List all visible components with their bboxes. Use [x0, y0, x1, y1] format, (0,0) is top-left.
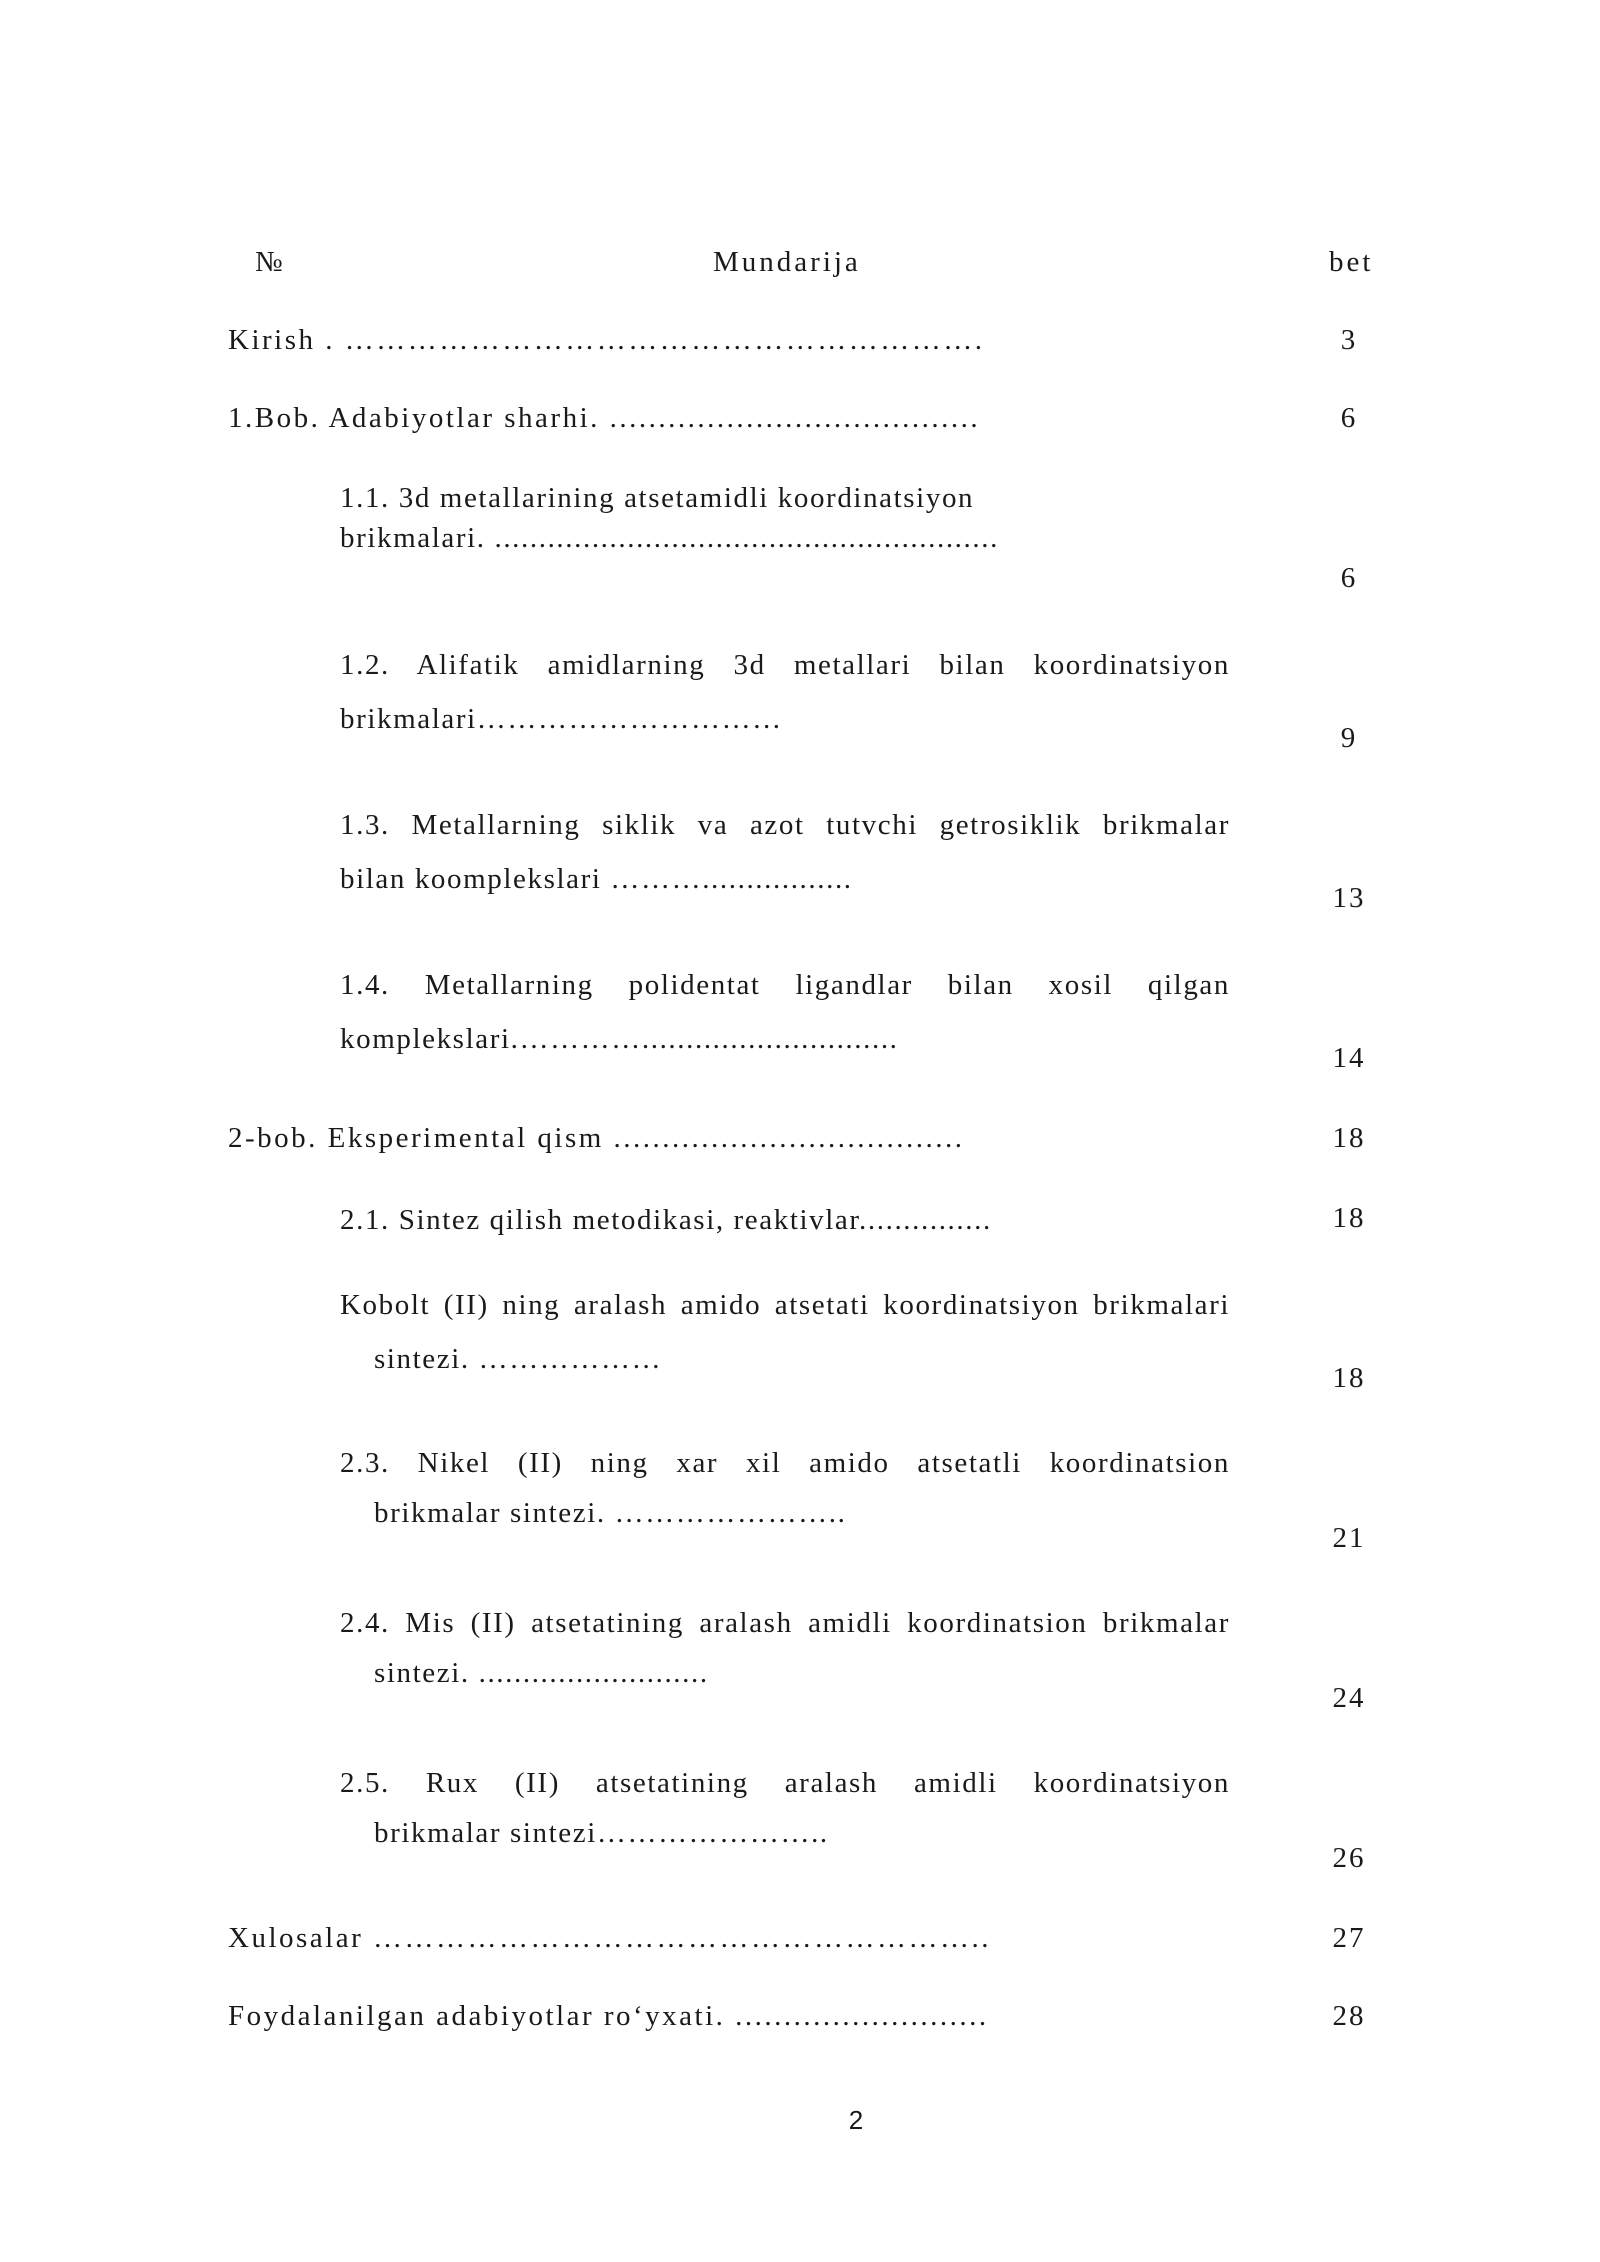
toc-entry-text: 2.5. Rux (II) atsetatining aralash amidli koordinatsiyon [340, 1767, 1230, 1799]
toc-entry-text: 1.3. Metallarning siklik va azot tutvchi getrosiklik brikmalar [340, 809, 1230, 841]
toc-entry-page: 9 [1340, 722, 1358, 754]
toc-entry-chapter-1 [228, 398, 980, 438]
toc-header-page: bet [1329, 246, 1374, 278]
toc-entry-text-continued: komplekslari.…………............................. [340, 1023, 899, 1055]
toc-entry-text: 1.Bob. Adabiyotlar sharhi. ...................................... [228, 402, 981, 434]
toc-entry-text: Kirish . ……………………………………………………. [228, 324, 985, 356]
toc-header-title: Mundarija [713, 246, 861, 278]
toc-entry-page: 3 [1340, 324, 1358, 356]
toc-entry-text: 1.1. 3d metallarining atsetamidli koordinatsiyon [340, 482, 975, 514]
toc-entry-text-continued: bilan koomplekslari ………................. [340, 863, 853, 895]
toc-entry-page: 18 [1332, 1122, 1366, 1154]
toc-entry-section-2-3 [340, 1438, 1230, 1538]
toc-entry-page: 18 [1332, 1362, 1366, 1394]
toc-entry-text: 2.3. Nikel (II) ning xar xil amido atsetatli koordinatsion [340, 1447, 1230, 1479]
toc-entry-page: 6 [1340, 402, 1358, 434]
toc-entry-page: 13 [1332, 882, 1366, 914]
toc-entry-text: 1.4. Metallarning polidentat ligandlar bilan xosil qilgan [340, 969, 1230, 1001]
toc-entry-chapter-2 [228, 1118, 965, 1158]
toc-entry-text: 2.1. Sintez qilish metodikasi, reaktivlar............... [340, 1204, 992, 1236]
toc-entry-page: 28 [1332, 2000, 1366, 2032]
toc-entry-text: Kobolt (II) ning aralash amido atsetati koordinatsiyon brikmalari [340, 1289, 1230, 1321]
toc-entry-section-cobalt [340, 1278, 1230, 1386]
toc-entry-page: 21 [1332, 1522, 1366, 1554]
toc-entry-text: Foydalanilgan adabiyotlar ro‘yxati. .......................... [228, 2000, 989, 2032]
toc-entry-page: 27 [1332, 1922, 1366, 1954]
toc-entry-text-continued: brikmalar sintezi………………….. [374, 1817, 829, 1849]
toc-entry-page: 18 [1332, 1202, 1366, 1234]
toc-entry-page: 14 [1332, 1042, 1366, 1074]
toc-entry-text-continued: brikmalar sintezi. ………………….. [374, 1497, 847, 1529]
toc-entry-section-1-1 [340, 478, 1230, 558]
toc-entry-conclusions [228, 1918, 991, 1958]
toc-entry-page: 26 [1332, 1842, 1366, 1874]
toc-entry-section-2-4 [340, 1598, 1230, 1698]
toc-entry-text: 2.4. Mis (II) atsetatining aralash amidli koordinatsion brikmalar [340, 1607, 1230, 1639]
toc-entry-section-1-4 [340, 958, 1230, 1066]
toc-entry-text: 2-bob. Eksperimental qism .................................... [228, 1122, 965, 1154]
toc-entry-section-1-3 [340, 798, 1230, 906]
toc-header-number: № [255, 246, 286, 278]
page-number: 2 [848, 2105, 864, 2135]
toc-entry-text-continued: brikmalari………………………… [340, 703, 783, 735]
toc-entry-text-continued: sintezi. .......................... [374, 1657, 709, 1689]
toc-entry-section-2-5 [340, 1758, 1230, 1858]
toc-entry-introduction [228, 320, 985, 360]
toc-entry-text-continued: sintezi. ……………… [374, 1343, 663, 1375]
toc-entry-text-continued: brikmalari. ......................................................... [340, 522, 999, 554]
toc-entry-text: Xulosalar ………………………………………………….. [228, 1922, 991, 1954]
toc-entry-section-1-2 [340, 638, 1230, 746]
toc-entry-section-2-1 [340, 1200, 992, 1240]
toc-entry-page: 6 [1340, 562, 1358, 594]
toc-entry-page: 24 [1332, 1682, 1366, 1714]
toc-entry-text: 1.2. Alifatik amidlarning 3d metallari bilan koordinatsiyon [340, 649, 1230, 681]
toc-entry-references [228, 1996, 989, 2036]
